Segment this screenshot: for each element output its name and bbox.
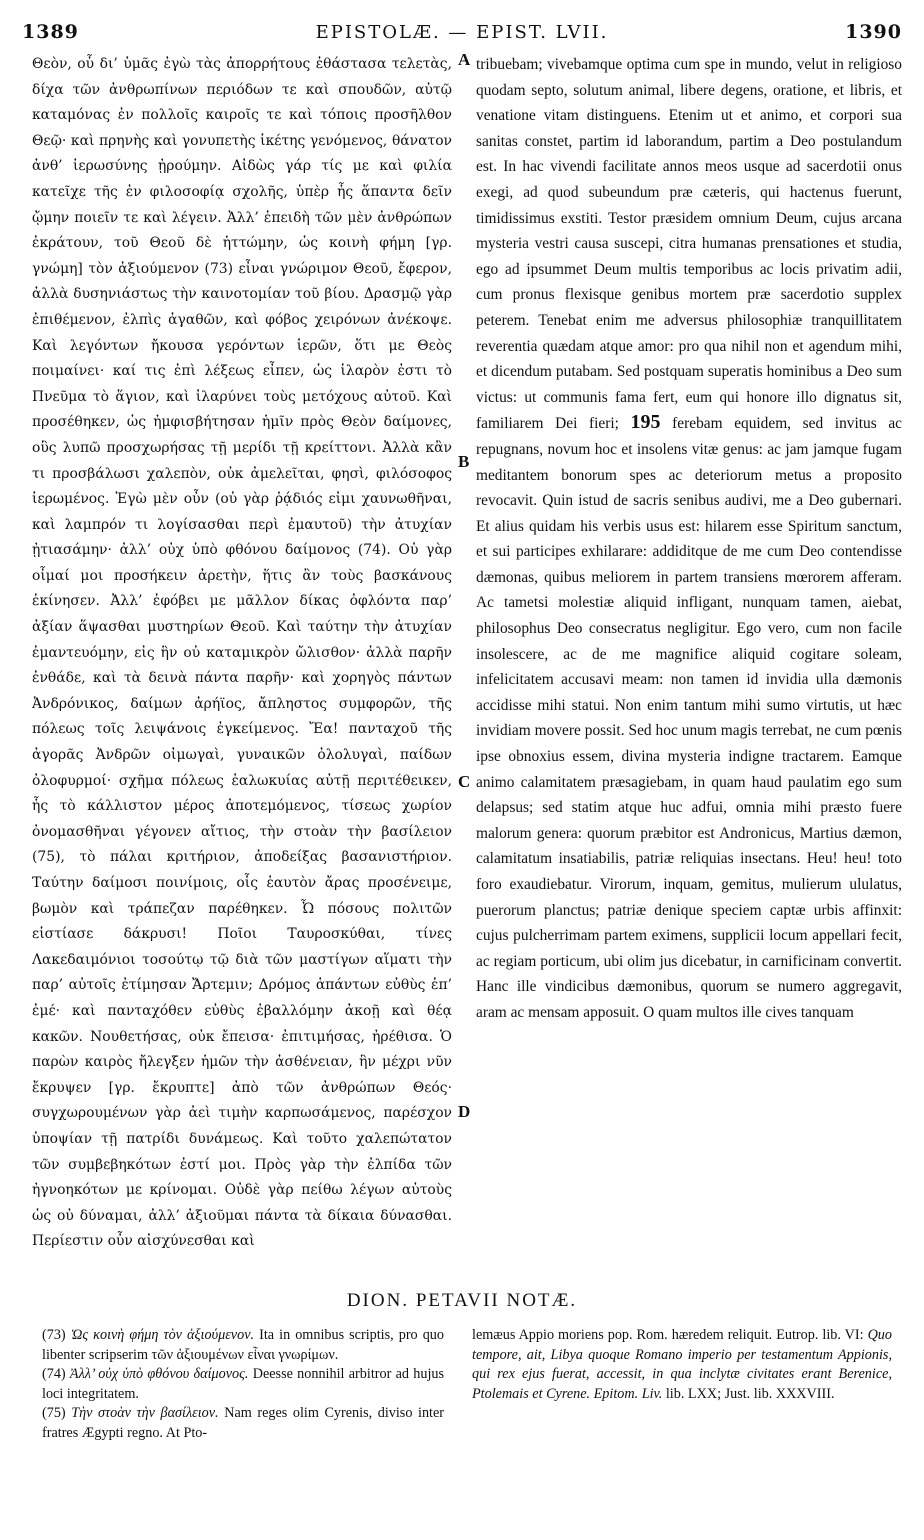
notes-heading: DION. PETAVII NOTÆ. <box>346 1290 578 1311</box>
running-head <box>22 14 902 50</box>
note-74 <box>42 1365 444 1404</box>
note-body: Deesse nonnihil arbitror ad hujus loci integritatem. <box>42 1366 444 1402</box>
note-body: Nam reges olim Cyrenis, diviso inter fratres Ægypti regno. At Pto- <box>42 1405 444 1441</box>
note-text: lemæus Appio moriens pop. Rom. hæredem reliquit. Eutrop. lib. VI: <box>472 1327 868 1343</box>
section-marker-d: D <box>458 1102 471 1121</box>
note-body: Ita in omnibus scriptis, pro quo libenter scripserim τῶν ἀξιουμένων εἶναι γνωρίμων. <box>42 1327 444 1363</box>
latin-text-a: tribuebam; vivebamque optima cum spe in mundo, velut in religioso quodam septo, solutum animal, libere degens, oratione, et libris, et venatione vitam distinguens. Etenim ut et animo, et corpori sua sanitas constet, partim id laborandum, partim a Deo postulandum est. In hac vivendi facilitate annos meos usque ad sacerdotii onus exegi, ad quod subeundum præ cæteris, qui hactenus fuerunt, timidissimus exstiti. Testor præsidem omnium Deum, cujus arcana mysteria vestri causa suscepi, citra humanas prensationes et studia, ego ad ipsummet Deum multis temporibus ac locis privatim adii, cum pronus flexisque genibus mortem præ sacerdotio supplex peterem. Tenebat enim me adversus philosophiæ tranquillitatem reverentia quædam atque amor: pro qua nihil non et agendum mihi, et dicendum putabam. Sed postquam superatis hominibus a Deo sum victus: ut communis fama fert, eum qui honore illo dignatus sit, familiarem Dei fieri; <box>476 56 902 433</box>
notes-left-column <box>42 1326 444 1516</box>
note-reference: lib. LXX; Just. lib. XXXVIII. <box>662 1385 835 1402</box>
section-marker-c: C <box>458 772 471 791</box>
greek-text: Θεὸν, οὗ δι’ ὑμᾶς ἐγὼ τὰς ἀπορρήτους ἐθάστασα τελετὰς, δίχα τῶν ἀνθρωπίνων περιόδων τε καὶ σπουδῶν, αὐτῷ καταμόνας ἐν πολλοῖς καιροῖς τε καὶ τόποις προσῆλθον Θεῷ· καὶ πρηνὴς καὶ γονυπετὴς ἱκέτης γενόμενος, θάνατον ἀνθ’ ἱερωσύνης ᾐρούμην. Αἰδὼς γάρ τίς με καὶ φιλία κατεῖχε τῆς ἐν φιλοσοφίᾳ σχολῆς, ὑπὲρ ἧς ἅπαντα δεῖν ᾤμην ποιεῖν τε καὶ λέγειν. Ἀλλ’ ἐπειδὴ τῶν μὲν ἀνθρώπων ἐκράτουν, τοῦ Θεοῦ δὲ ἡττώμην, ὡς κοινὴ φήμη [γρ. γνώμη] τὸν ἀξιούμενον (73) εἶναι γνώριμον Θεοῦ, ἔφερον, ἀλλὰ δυσηνιάστως τὴν καινοτομίαν τοῦ βίου. Δρασμῷ γὰρ ἐπιθέμενον, ἐλπὶς ἀγαθῶν, καὶ φόβος χειρόνων ἀνέκοψε. Καὶ λεγόντων ἤκουσα γερόντων ἱερῶν, ὅτι με Θεὸς ποιμαίνει· καί τις ἐπὶ λέξεως εἶπεν, ὡς ἱλαρὸν ἐστι τὸ Πνεῦμα τὸ ἅγιον, καὶ ἱλαρύνει τοὺς μετόχους αὐτοῦ. Καὶ προσέθηκεν, ὡς ἠμφισβήτησαν ἡμῖν πρὸς Θεὸν δαίμονες, οὓς λυπῶ προσχωρήσας τῇ μερίδι τῇ κρείττονι. Ἀλλὰ κἂν τι προσβάλωσι χαλεπὸν, οὐκ ἀμελεῖται, φησὶ, φιλόσοφος ἱερωμένος. Ἐγὼ μὲν οὖν (οὐ γὰρ ῥᾴδιός εἰμι χαυνωθῆναι, καὶ λαμπρόν τι λογίσασθαι περὶ ἐμαυτοῦ) τὴν ἀτυχίαν ᾐτιασάμην· ἀλλ’ οὐχ ὑπὸ φθόνου δαίμονος (74). Οὐ γὰρ οἶμαί μοι προσήκειν ἀρετὴν, ἥτις ἂν τοὺς βασκάνους ἐκίνησεν. Ἀλλ’ ἐφόβει με μᾶλλον δίκας ὀφλόντα παρ’ ἀξίαν ἅψασθαι μυστηρίων Θεοῦ. Καὶ ταύτην τὴν ἀτυχίαν ἐμαντευόμην, εἰς ἣν οὐ καταμικρὸν ὤλισθον· ἀλλὰ παρῆν ἐνθάδε, καὶ τὰ δεινὰ πάντα παρῆν· καὶ χορηγὸς πάντων Ἀνδρόνικος, δαίμων ἀρήϊος, ἄπληστος συμφορῶν, τῆς πόλεως τοῖς λειψάνοις ἐγκείμενος. Ἔα! πανταχοῦ τῆς ἀγορᾶς Ἀνδρῶν οἰμωγαὶ, γυναικῶν ὀλολυγαὶ, παίδων ὀλοφυρμοί· σχῆμα πόλεως ἑαλωκυίας αὐτῇ περιτέθεικεν, ἧς τὸ κάλλιστον μέρος ἀποτεμόμενος, τίσεως χωρίον ὀνομασθῆναι γέγονεν αἴτιος, τὴν στοὰν τὴν βασίλειον (75), τὸ πάλαι κριτήριον, ἀποδείξας βασανιστήριον. Ταύτην δαίμοσι ποινίμοις, οἷς ἑαυτὸν ἄρας προσένειμε, βωμὸν καὶ τράπεζαν παρέθηκεν. Ὦ πόσους πολιτῶν εἱστίασε δάκρυσι! Ποῖοι Ταυροσκύθαι, τίνες Λακεδαιμόνιοι τοσούτῳ τῷ διὰ τῶν μαστίγων αἵματι τὴν παρ’ αὐτοῖς ἐτίμησαν Ἄρτεμιν; Δρόμος ἁπάντων εὐθὺς ἐπ’ ἐμέ· καὶ πανταχόθεν εὐθὺς ἐβαλλόμην ἀκοῇ καὶ θέᾳ κακῶν. Νουθετήσας, οὐκ ἔπεισα· ἐπιτιμήσας, ἠρέθισα. Ὁ παρὼν καιρὸς ἤλεγξεν ἡμῶν τὴν ἀσθένειαν, ἣν μέχρι νῦν ἔκρυψεν [γρ. ἔκρυπτε] ἀπὸ τῶν ἀνθρώπων Θεός· συγχωρουμένων γὰρ ἀεὶ τιμὴν καρπωσάμενος, παρέσχον ὑποψίαν τῇ πατρίδι δυνάμεως. Καὶ τοῦτο χαλεπώτατον τῶν συμβεβηκότων ἐστί μοι. Πρὸς γὰρ τὴν ἐλπίδα τῶν ἠγνοηκότων με κρίνομαι. Οὐδὲ γὰρ πείθω λέγων αὐτοὺς ὡς οὐ δύναμαι, ἀλλ’ ἀξιοῦμαι πάντα τὰ δίκαια δύνασθαι. Περίεστιν οὖν αἰσχύνεσθαι καὶ <box>32 56 452 1250</box>
latin-column <box>476 52 902 1284</box>
running-title: EPISTOLÆ. — EPIST. LVII. <box>315 21 609 43</box>
notes-right-column <box>472 1326 892 1516</box>
section-marker-a: A <box>458 50 471 69</box>
note-quotation: Quo tempore, ait, Libya quoque Romano imperio per testamentum Appionis, qui rex ejus fuerat, accessit, in qua inclytæ civitates erant Berenice, Ptolemais et Cyrene. Epitom. Liv. <box>472 1327 892 1402</box>
greek-column <box>32 52 452 1284</box>
note-number: (74) <box>42 1366 70 1382</box>
text-columns <box>32 52 902 1284</box>
latin-text-b: ferebam equidem, sed invitus ac repugnans, novum hoc et insolens vitæ genus: ac jam jamque fugam meditantem bonorum spes ac deteriorum metus a proposito revocavit. Quin istud de sacris senibus audivi, me a Deo gubernari. Et alius quidam his verbis usus est: hilarem esse Spiritum sanctum, et sui participes exhilarare: addiditque de me cum Deo contendisse dæmonas, quibus meliorem in partem transiens mœrorem afferam. Ac tametsi molestiæ aliquid infligant, nunquam tamen, aiebat, philosophus Deo consecratus negligitur. Ego vero, cum non facile insolescere, ac de me magnifice aliquid cogitare soleam, infelicitatem accusavi meam: non tamen id invidia ulla dæmonis accidisse mihi statui. Non enim tantum mihi sumo virtutis, ut hæc invidiam movere possit. Sed hoc unum magis terrebat, ne cum pœnis ipse obnoxius essem, divina mysteria indigne tractarem. Eamque animo calamitatem præsagiebam, in quam haud paulatim ego sum delapsus; sed statim atque huc adfui, omnia mihi præsto fuere malorum genera: quorum præbitor est Andronicus, Martius dæmon, calamitatum insatiabilis, patriæ reliquias insectans. Heu! heu! toto foro exaudiebatur. Virorum, inquam, gemitus, mulierum ululatus, puerorum planctus; patriæ denique speciem captæ urbis affinxit: cujus pulcherrimam partem eximens, supplicii locum appellari fecit, ac regiam porticum, ubi olim jus dicebatur, in carnificinam convertit. Hanc ille vindicibus dæmonibus, quorum se numero aggregavit, aram ac mensam apposuit. O quam multos ille cives tanquam <box>476 415 902 1021</box>
original-page-number: 195 <box>630 411 661 434</box>
note-73 <box>42 1326 444 1365</box>
page-number-left: 1389 <box>22 21 79 43</box>
note-75-continued <box>472 1326 892 1404</box>
latin-text <box>476 52 902 1026</box>
note-number: (75) <box>42 1405 72 1421</box>
note-lemma: Ὡς κοινὴ φήμη τὸν ἀξιούμενον. <box>70 1327 255 1343</box>
note-lemma: Ἀλλ’ οὐχ ὑπὸ φθόνου δαίμονος. <box>69 1366 249 1382</box>
note-75 <box>42 1404 444 1443</box>
page-number-right: 1390 <box>845 21 902 43</box>
section-marker-b: B <box>458 452 470 471</box>
note-number: (73) <box>42 1327 71 1343</box>
note-lemma: Τὴν στοὰν τὴν βασίλειον. <box>71 1405 219 1421</box>
